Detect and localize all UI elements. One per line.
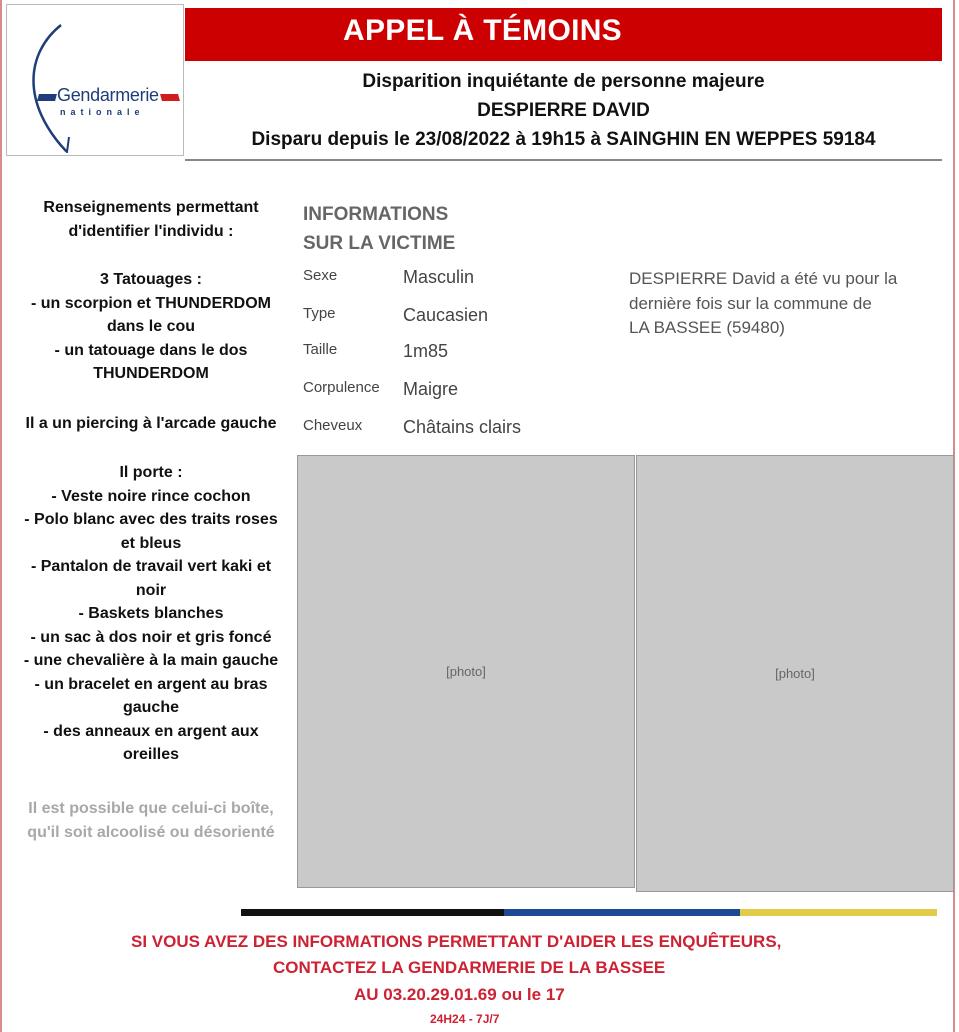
photo-placeholder-label: [photo]	[775, 666, 815, 681]
clothing-line: - Pantalon de travail vert kaki et	[30, 558, 272, 575]
clothing-line: gauche	[122, 699, 179, 716]
info-label: Taille	[303, 341, 338, 358]
info-label: Sexe	[303, 267, 338, 284]
last-seen-line: LA BASSEE (59480)	[629, 318, 785, 337]
disappearance-type: Disparition inquiétante de personne majeure	[362, 71, 765, 92]
logo-name: Gendarmerie	[57, 85, 159, 105]
clothing-line: - un bracelet en argent au bras	[34, 675, 268, 693]
info-value: 1m85	[403, 341, 449, 361]
tattoos-section	[10, 268, 292, 386]
photo-placeholder-label: [photo]	[446, 664, 486, 679]
clothing-line: - des anneaux en argent aux	[43, 722, 259, 740]
last-seen-line: dernière fois sur la commune de	[629, 293, 872, 313]
victim-info-heading	[303, 200, 455, 258]
info-value: Masculin	[403, 267, 475, 287]
stripe-yellow	[740, 909, 937, 916]
clothing-line: - un sac à dos noir et gris foncé	[30, 628, 272, 646]
clothing-line: oreilles	[122, 746, 180, 763]
clothing-line: - une chevalière à la main gauche	[23, 652, 279, 669]
tattoo-line: - un tatouage dans le dos	[54, 341, 248, 359]
clothing-section	[10, 461, 292, 767]
contact-line-1: SI VOUS AVEZ DES INFORMATIONS PERMETTANT D'AIDER LES ENQUÊTEURS,	[131, 932, 782, 951]
logo-blue-flag-icon	[37, 94, 57, 101]
person-photo-2	[636, 455, 954, 892]
info-label: Corpulence	[303, 379, 380, 396]
person-photo-1	[297, 455, 635, 888]
info-value: Caucasien	[403, 305, 489, 325]
condition-note-line: qu'il soit alcoolisé ou désorienté	[27, 823, 275, 841]
identification-heading-line: d'identifier l'individu :	[68, 222, 234, 240]
clothing-title: Il porte :	[119, 464, 183, 481]
contact-phone: AU 03.20.29.01.69 ou le 17	[354, 985, 565, 1004]
info-value: Maigre	[403, 379, 459, 399]
tattoo-line: THUNDERDOM	[93, 365, 209, 382]
tattoos-title: 3 Tatouages :	[100, 271, 202, 288]
poster-border-left	[0, 0, 2, 1032]
victim-info-heading-line: INFORMATIONS	[303, 204, 449, 225]
stripe-black	[241, 909, 504, 916]
last-seen-text	[629, 267, 939, 341]
person-name: DESPIERRE DAVID	[477, 100, 650, 121]
last-seen-line: DESPIERRE David a été vu pour la	[629, 269, 898, 288]
info-label: Cheveux	[303, 417, 363, 434]
clothing-line: et bleus	[120, 534, 182, 552]
identification-heading	[10, 196, 292, 243]
poster-title: APPEL À TÉMOINS	[343, 14, 622, 47]
condition-note-line: Il est possible que celui-ci boîte,	[28, 800, 274, 817]
tattoo-line: dans le cou	[106, 318, 196, 335]
tattoo-line: - un scorpion et THUNDERDOM	[31, 294, 271, 312]
clothing-line: - Polo blanc avec des traits roses	[24, 511, 278, 528]
info-label: Type	[303, 305, 336, 322]
logo-subname: nationale	[60, 107, 145, 117]
condition-note	[10, 797, 292, 844]
contact-line-2: CONTACTEZ LA GENDARMERIE DE LA BASSEE	[273, 958, 666, 977]
gendarmerie-logo	[6, 4, 184, 156]
header-divider	[185, 159, 942, 161]
identification-heading-line: Renseignements permettant	[43, 199, 259, 216]
clothing-line: - Baskets blanches	[78, 605, 224, 622]
disappearance-details: Disparu depuis le 23/08/2022 à 19h15 à SAINGHIN EN WEPPES 59184	[251, 129, 876, 150]
info-value: Châtains clairs	[403, 417, 522, 437]
clothing-line: - Veste noire rince cochon	[51, 487, 251, 505]
victim-info-heading-line: SUR LA VICTIME	[303, 233, 456, 254]
contact-hours: 24H24 - 7J/7	[430, 1012, 500, 1026]
piercing-text: Il a un piercing à l'arcade gauche	[25, 415, 277, 432]
logo-red-flag-icon	[160, 94, 180, 101]
stripe-blue	[504, 909, 740, 916]
clothing-line: noir	[135, 581, 167, 599]
